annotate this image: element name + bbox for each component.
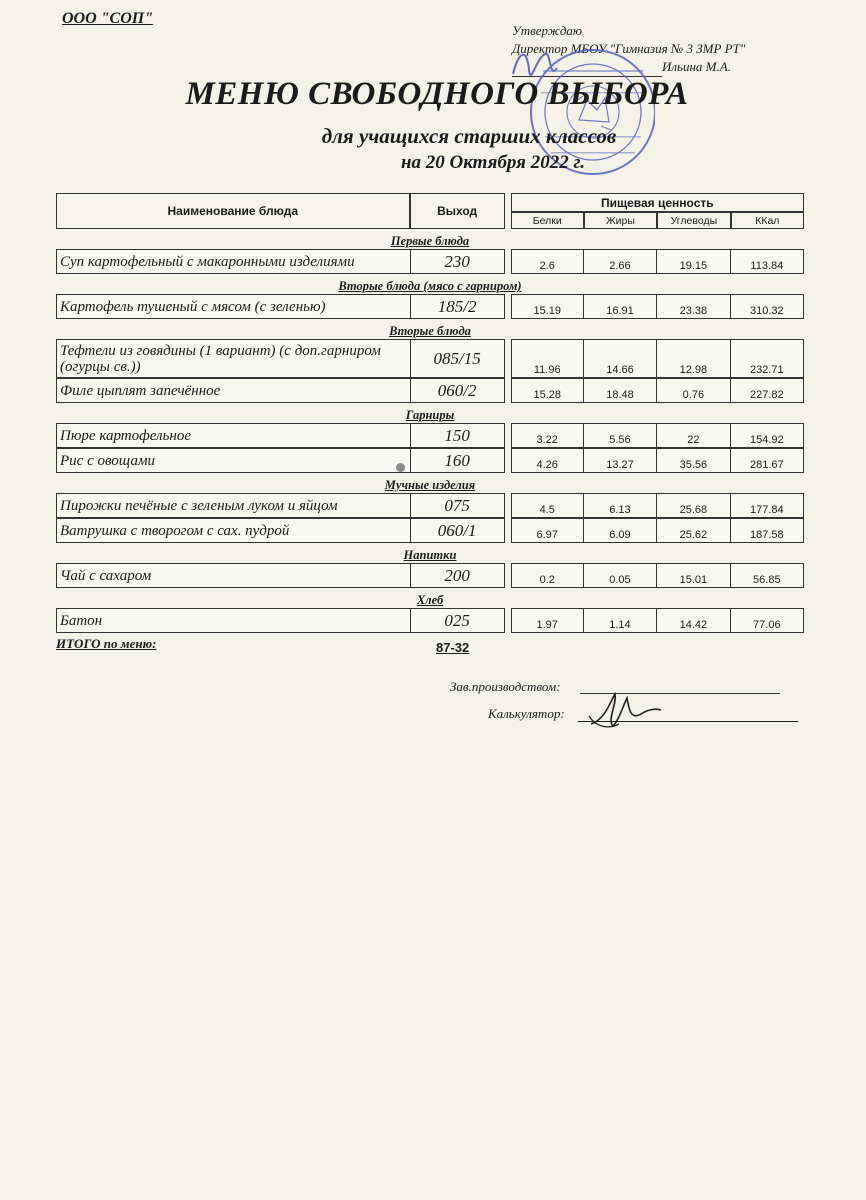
section-row: [56, 229, 804, 249]
carbs-value: 12.98: [657, 339, 731, 378]
carbs-value: 35.56: [657, 448, 731, 473]
carbs-value: 22: [657, 423, 731, 448]
header-kcal: ККал: [731, 212, 804, 229]
total-label: ИТОГО по меню:: [56, 636, 157, 651]
section-title: [56, 588, 804, 608]
kcal-value: 177.84: [731, 493, 804, 518]
protein-value: 4.26: [511, 448, 584, 473]
dish-output: 185/2: [410, 294, 505, 319]
table-row: [56, 608, 804, 633]
menu-table: [56, 193, 804, 633]
carbs-value: 14.42: [657, 608, 731, 633]
sign-calculator-label: Калькулятор:: [488, 706, 565, 721]
kcal-value: 281.67: [731, 448, 804, 473]
header-carbs: Углеводы: [657, 212, 731, 229]
protein-value: 15.19: [511, 294, 584, 319]
section-row: [56, 274, 804, 294]
section-title: [56, 319, 804, 339]
section-title: [56, 229, 804, 249]
header-protein: Белки: [511, 212, 584, 229]
fat-value: 6.09: [584, 518, 657, 543]
section-title: [56, 403, 804, 423]
section-title-text: Вторые блюда: [389, 324, 471, 338]
dish-name: Картофель тушеный с мясом (с зеленью): [56, 294, 410, 319]
dish-name: Чай с сахаром: [56, 563, 410, 588]
dish-output: 085/15: [410, 339, 505, 378]
kcal-value: 77.06: [731, 608, 804, 633]
kcal-value: 232.71: [731, 339, 804, 378]
section-title-text: Мучные изделия: [384, 478, 476, 492]
protein-value: 1.97: [511, 608, 584, 633]
kcal-value: 187.58: [731, 518, 804, 543]
section-title-text: Гарниры: [405, 408, 455, 422]
header-dish-name: Наименование блюда: [56, 193, 410, 229]
carbs-value: 23.38: [657, 294, 731, 319]
protein-value: 11.96: [511, 339, 584, 378]
dish-output: 060/1: [410, 518, 505, 543]
dish-output: 200: [410, 563, 505, 588]
dish-output: 075: [410, 493, 505, 518]
approval-line-2: Директор МБОУ "Гимназия № 3 ЗМР РТ": [512, 41, 746, 56]
dish-name: Пюре картофельное: [56, 423, 410, 448]
table-header-row: [56, 193, 804, 212]
dish-output: 230: [410, 249, 505, 274]
table-row: [56, 378, 804, 403]
fat-value: 18.48: [584, 378, 657, 403]
table-row: [56, 493, 804, 518]
dish-output: 025: [410, 608, 505, 633]
table-row: [56, 294, 804, 319]
header-nutrition: Пищевая ценность: [511, 193, 804, 212]
section-row: [56, 319, 804, 339]
dish-output: 150: [410, 423, 505, 448]
calculator-signature-icon: [585, 690, 665, 730]
dish-name: Ватрушка с творогом с сах. пудрой: [56, 518, 410, 543]
ink-dot: [396, 463, 405, 472]
section-title: [56, 473, 804, 493]
header-output: Выход: [410, 193, 505, 229]
kcal-value: 113.84: [731, 249, 804, 274]
fat-value: 6.13: [584, 493, 657, 518]
table-row: [56, 518, 804, 543]
kcal-value: 227.82: [731, 378, 804, 403]
fat-value: 0.05: [584, 563, 657, 588]
table-row: [56, 249, 804, 274]
section-title-text: Вторые блюда (мясо с гарниром): [338, 279, 522, 293]
header-fat: Жиры: [584, 212, 657, 229]
menu-date: на 20 Октября 2022 г.: [401, 152, 585, 173]
dish-output: 160: [410, 448, 505, 473]
fat-value: 13.27: [584, 448, 657, 473]
org-name: ООО "СОП": [62, 10, 154, 27]
protein-value: 0.2: [511, 563, 584, 588]
section-row: [56, 473, 804, 493]
protein-value: 3.22: [511, 423, 584, 448]
kcal-value: 154.92: [731, 423, 804, 448]
section-row: [56, 543, 804, 563]
carbs-value: 19.15: [657, 249, 731, 274]
section-title: [56, 543, 804, 563]
protein-value: 15.28: [511, 378, 584, 403]
fat-value: 5.56: [584, 423, 657, 448]
table-row: [56, 423, 804, 448]
section-title-text: Первые блюда: [390, 234, 470, 248]
section-row: [56, 588, 804, 608]
dish-name: Суп картофельный с макаронными изделиями: [56, 249, 410, 274]
approval-line-3: Ильина М.А.: [662, 59, 731, 74]
section-row: [56, 403, 804, 423]
section-title-text: Хлеб: [416, 593, 444, 607]
carbs-value: 25.68: [657, 493, 731, 518]
kcal-value: 56.85: [731, 563, 804, 588]
carbs-value: 15.01: [657, 563, 731, 588]
dish-output: 060/2: [410, 378, 505, 403]
dish-name: Рис с овощами: [56, 448, 410, 473]
protein-value: 4.5: [511, 493, 584, 518]
approval-line-1: Утверждаю: [512, 23, 583, 38]
fat-value: 1.14: [584, 608, 657, 633]
section-title: [56, 274, 804, 294]
fat-value: 14.66: [584, 339, 657, 378]
total-value: 87-32: [436, 640, 470, 655]
protein-value: 6.97: [511, 518, 584, 543]
dish-name: Пирожки печёные с зеленым луком и яйцом: [56, 493, 410, 518]
section-title-text: Напитки: [403, 548, 457, 562]
dish-name: Тефтели из говядины (1 вариант) (с доп.гарниром (огурцы св.)): [56, 339, 410, 378]
carbs-value: 25.62: [657, 518, 731, 543]
fat-value: 16.91: [584, 294, 657, 319]
table-row: [56, 563, 804, 588]
dish-name: Филе цыплят запечённое: [56, 378, 410, 403]
kcal-value: 310.32: [731, 294, 804, 319]
page-title: МЕНЮ СВОБОДНОГО ВЫБОРА: [185, 76, 689, 112]
sign-production-label: Зав.производством:: [450, 679, 561, 694]
fat-value: 2.66: [584, 249, 657, 274]
carbs-value: 0.76: [657, 378, 731, 403]
protein-value: 2.6: [511, 249, 584, 274]
table-row: [56, 339, 804, 378]
dish-name: Батон: [56, 608, 410, 633]
table-row: [56, 448, 804, 473]
page-subtitle: для учащихся старших классов: [321, 124, 617, 148]
